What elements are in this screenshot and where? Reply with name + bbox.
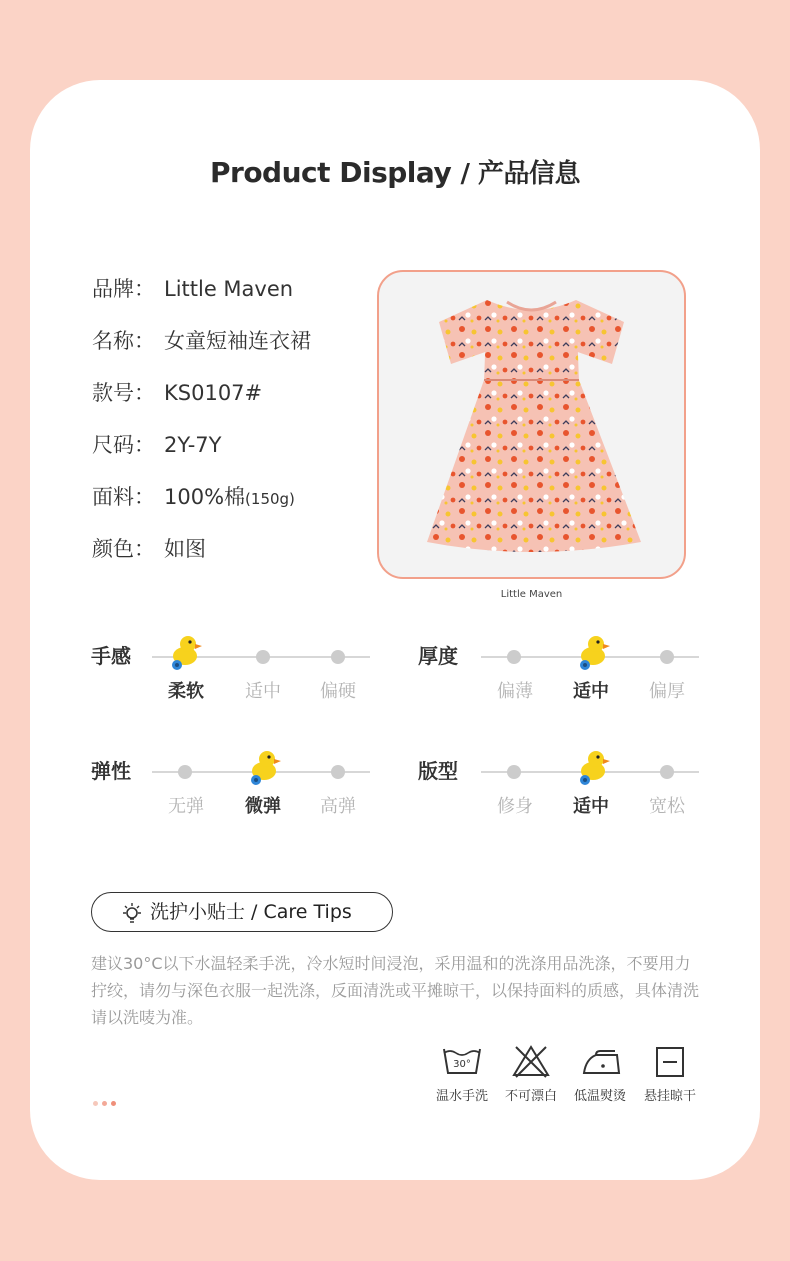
meter-dot xyxy=(331,765,345,779)
meter-dot xyxy=(331,650,345,664)
meter-option: 适中 xyxy=(573,796,609,817)
meter-option: 适中 xyxy=(573,681,609,702)
meter-label-fit: 版型 xyxy=(418,759,458,783)
info-label: 名称： xyxy=(92,329,155,353)
hand-wash-30-icon xyxy=(427,1043,497,1081)
dot xyxy=(111,1101,116,1106)
info-value: 女童短袖连衣裙 xyxy=(164,329,311,353)
dot xyxy=(102,1101,107,1106)
duck-icon xyxy=(246,747,282,787)
page-title xyxy=(0,153,790,190)
wash-temp: 30° xyxy=(453,1059,471,1070)
meter-option: 宽松 xyxy=(649,796,685,817)
info-label: 面料： xyxy=(92,485,155,509)
care-icon-label: 不可漂白 xyxy=(504,1089,557,1104)
info-row-brand xyxy=(92,274,293,304)
info-label: 尺码： xyxy=(92,433,155,457)
hang-dry-icon xyxy=(635,1043,705,1081)
meter-dot xyxy=(660,650,674,664)
care-text: 建议30°C以下水温轻柔手洗，冷水短时间浸泡，采用温和的洗涤用品洗涤，不要用力拧绞，请勿与深色衣服一起洗涤，反面清洗或平摊晾干，以保持面料的质感，具体清洗请以洗唛为准。 xyxy=(91,954,700,1027)
meter-option: 高弹 xyxy=(320,796,356,817)
pagination-dots xyxy=(93,1091,120,1110)
meter-option: 偏薄 xyxy=(497,681,533,702)
duck-icon xyxy=(575,632,611,672)
info-value: KS0107# xyxy=(164,381,263,405)
meter-option: 修身 xyxy=(497,796,533,817)
info-value: 100%棉 xyxy=(164,485,246,509)
meter-label-hand-feel: 手感 xyxy=(91,644,131,668)
info-value: 2Y-7Y xyxy=(164,433,222,457)
dot xyxy=(93,1101,98,1106)
title-sub: / 产品信息 xyxy=(460,159,581,189)
care-icon-label: 低温熨烫 xyxy=(573,1089,626,1104)
info-row-size xyxy=(92,430,221,460)
meter-option: 偏硬 xyxy=(320,681,356,702)
meter-option: 无弹 xyxy=(168,796,204,817)
care-tips-label: 洗护小贴士 / Care Tips xyxy=(150,901,352,923)
info-row-fabric xyxy=(92,482,295,512)
meter-option: 偏厚 xyxy=(649,681,685,702)
no-bleach-icon xyxy=(496,1043,566,1081)
meter-option: 柔软 xyxy=(168,681,204,702)
meter-label-elasticity: 弹性 xyxy=(91,759,131,783)
low-iron-icon xyxy=(565,1043,635,1081)
info-label: 品牌： xyxy=(92,277,155,301)
meter-dot xyxy=(660,765,674,779)
dress-illustration xyxy=(379,272,684,577)
care-icon-label: 温水手洗 xyxy=(435,1089,488,1104)
info-label: 颜色： xyxy=(92,537,155,561)
info-row-color xyxy=(92,534,206,564)
lightbulb-icon xyxy=(120,901,144,925)
meter-option: 适中 xyxy=(245,681,281,702)
info-label: 款号： xyxy=(92,381,155,405)
photo-caption: Little Maven xyxy=(500,589,563,600)
meter-dot xyxy=(507,765,521,779)
meter-option: 微弹 xyxy=(245,796,281,817)
info-row-name xyxy=(92,326,311,356)
info-suffix: (150g) xyxy=(245,490,295,508)
meter-dot xyxy=(507,650,521,664)
info-row-style-no xyxy=(92,378,262,408)
duck-icon xyxy=(167,632,203,672)
meter-dot xyxy=(178,765,192,779)
info-value: 如图 xyxy=(164,537,206,561)
care-tips-pill xyxy=(91,892,393,932)
meter-label-thickness: 厚度 xyxy=(418,644,458,668)
meter-dot xyxy=(256,650,270,664)
info-value: Little Maven xyxy=(164,277,294,301)
product-photo xyxy=(377,270,686,579)
duck-icon xyxy=(575,747,611,787)
care-icon-label: 悬挂晾干 xyxy=(643,1089,696,1104)
title-main: Product Display xyxy=(209,156,452,189)
